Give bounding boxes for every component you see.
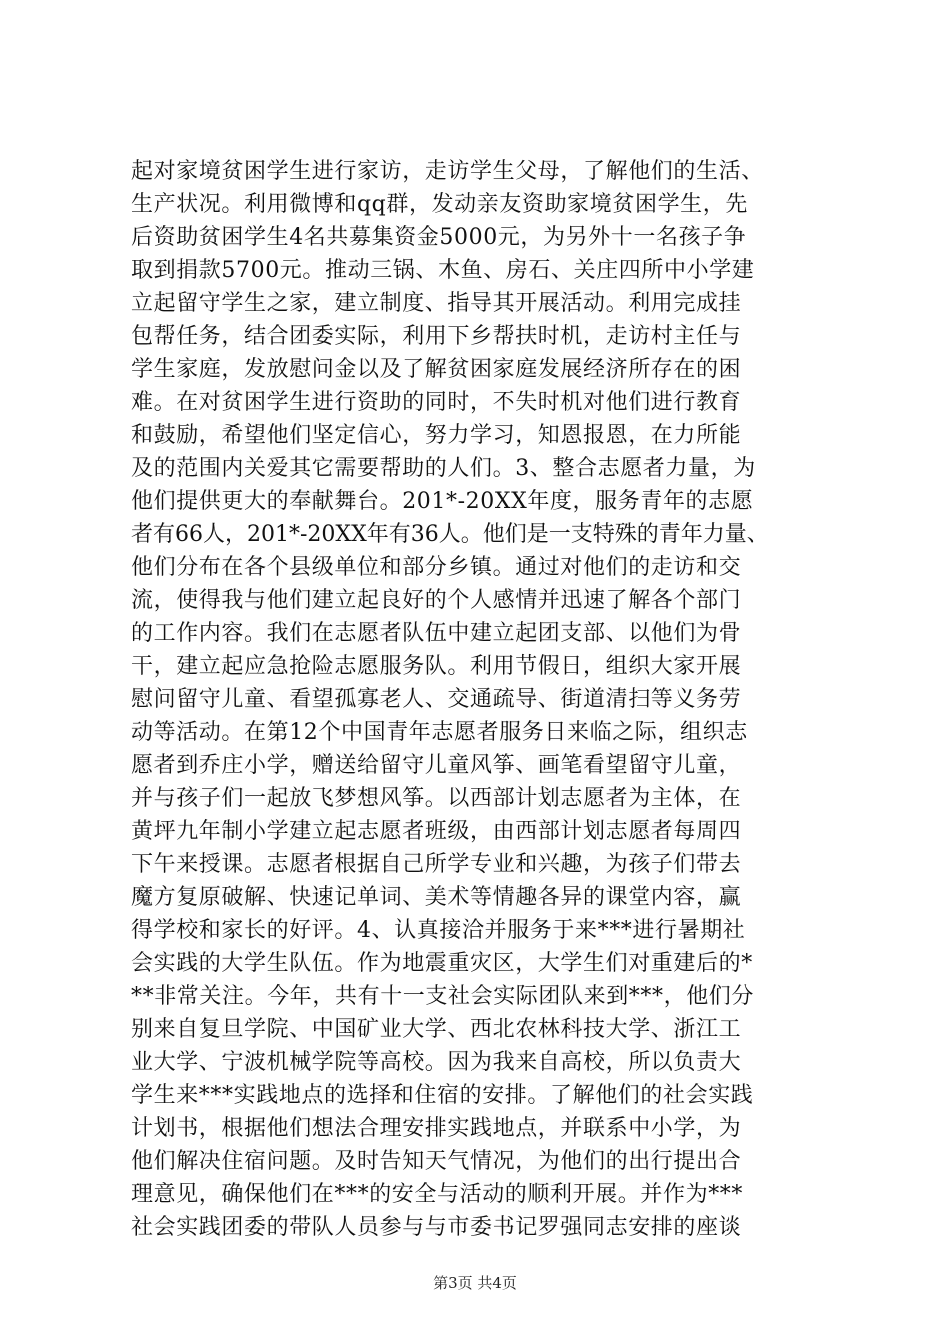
text-line: 计划书，根据他们想法合理安排实践地点，并联系中小学，为: [131, 1116, 742, 1141]
text-line: 下午来授课。志愿者根据自己所学专业和兴趣，为孩子们带去: [131, 852, 742, 877]
text-line: 黄坪九年制小学建立起志愿者班级，由西部计划志愿者每周四: [131, 819, 742, 844]
text-line: 并与孩子们一起放飞梦想风筝。以西部计划志愿者为主体，在: [131, 786, 742, 811]
text-line: 愿者到乔庄小学，赠送给留守儿童风筝、画笔看望留守儿童，: [131, 753, 742, 778]
text-line: 别来自复旦学院、中国矿业大学、西北农林科技大学、浙江工: [131, 1017, 742, 1042]
text-line: 他们解决住宿问题。及时告知天气情况，为他们的出行提出合: [131, 1149, 742, 1174]
text-line: 立起留守学生之家，建立制度、指导其开展活动。利用完成挂: [131, 291, 742, 316]
text-line: 理意见，确保他们在***的安全与活动的顺利开展。并作为***: [131, 1182, 744, 1207]
text-line: 难。在对贫困学生进行资助的同时，不失时机对他们进行教育: [131, 390, 742, 415]
text-line: 慰问留守儿童、看望孤寡老人、交通疏导、街道清扫等义务劳: [131, 687, 742, 712]
text-line: 魔方复原破解、快速记单词、美术等情趣各异的课堂内容，赢: [131, 885, 742, 910]
text-line: 他们提供更大的奉献舞台。201*-20XX年度，服务青年的志愿: [131, 489, 754, 514]
text-line: 及的范围内关爱其它需要帮助的人们。3、整合志愿者力量，为: [131, 456, 756, 481]
text-line: 后资助贫困学生4名共募集资金5000元，为另外十一名孩子争: [131, 225, 747, 250]
text-line: 和鼓励，希望他们坚定信心，努力学习，知恩报恩，在力所能: [131, 423, 742, 448]
text-line: 的工作内容。我们在志愿者队伍中建立起团支部、以他们为骨: [131, 621, 742, 646]
text-line: 会实践的大学生队伍。作为地震重灾区，大学生们对重建后的*: [131, 951, 753, 976]
text-line: **非常关注。今年，共有十一支社会实际团队来到***，他们分: [131, 984, 755, 1009]
text-line: 学生来***实践地点的选择和住宿的安排。了解他们的社会实践: [131, 1083, 754, 1108]
text-line: 业大学、宁波机械学院等高校。因为我来自高校，所以负责大: [131, 1050, 742, 1075]
text-line: 包帮任务，结合团委实际，利用下乡帮扶时机，走访村主任与: [131, 324, 742, 349]
text-line: 生产状况。利用微博和qq群，发动亲友资助家境贫困学生，先: [131, 192, 748, 217]
text-line: 流，使得我与他们建立起良好的个人感情并迅速了解各个部门: [131, 588, 742, 613]
text-line: 社会实践团委的带队人员参与与市委书记罗强同志安排的座谈: [131, 1215, 742, 1240]
page-number: 第3页 共4页: [433, 1274, 517, 1292]
text-line: 学生家庭，发放慰问金以及了解贫困家庭发展经济所存在的困: [131, 357, 742, 382]
text-line: 干，建立起应急抢险志愿服务队。利用节假日，组织大家开展: [131, 654, 742, 679]
text-line: 起对家境贫困学生进行家访，走访学生父母，了解他们的生活、: [131, 159, 764, 184]
text-line: 他们分布在各个县级单位和部分乡镇。通过对他们的走访和交: [131, 555, 742, 580]
text-line: 得学校和家长的好评。4、认真接洽并服务于来***进行暑期社: [131, 918, 746, 943]
text-line: 取到捐款5700元。推动三锅、木鱼、房石、关庄四所中小学建: [131, 258, 755, 283]
text-line: 者有66人，201*-20XX年有36人。他们是一支特殊的青年力量、: [131, 522, 769, 547]
text-line: 动等活动。在第12个中国青年志愿者服务日来临之际，组织志: [131, 720, 748, 745]
body-text: [131, 155, 831, 1244]
